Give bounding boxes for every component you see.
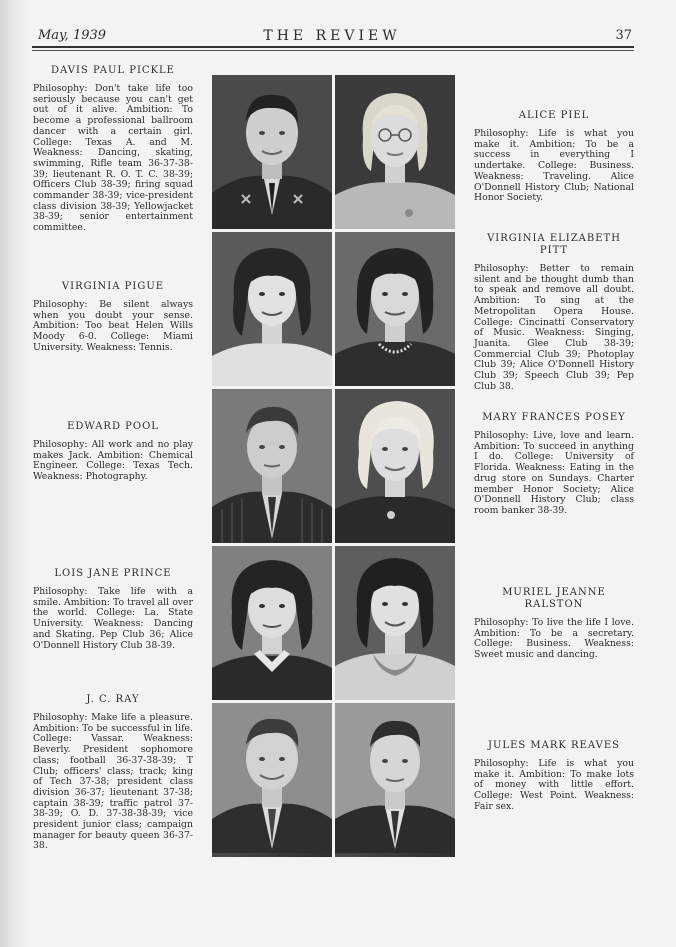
page-header xyxy=(32,28,632,48)
portrait-grid xyxy=(212,75,457,853)
portrait-piel xyxy=(335,75,455,229)
student-entry-posey xyxy=(474,412,634,517)
portrait-reaves xyxy=(335,703,455,857)
student-bio: Philosophy: Life is what you make it. Ambition: To be a success in everything I undertake. College: Business. Weakness: Traveling. Alice O'Donnell History Club; National Honor Society. xyxy=(474,128,634,204)
student-name: VIRGINIA ELIZABETH PITT xyxy=(487,233,621,256)
student-bio: Philosophy: Take life with a smile. Ambition: To travel all over the world. College: La. State University. Weakness: Dancing and Skating. Pep Club 36; Alice O'Donnell History Club 38-39. xyxy=(33,586,193,651)
student-bio: Philosophy: Better to remain silent and be thought dumb than to speak and remove all doubt. Ambition: To sing at the Metropolitan Opera House. College: Cincinatti Conservatory of Music. Weakness: Singing, Juanita. Glee Club 38-39; Commercial Club 39; Photoplay Club 39; Alice O'Donnell History Club 39; Speech Club 39; Pep Club 38. xyxy=(474,263,634,392)
portrait-prince xyxy=(212,546,332,700)
student-name: ALICE PIEL xyxy=(518,110,590,121)
student-entry-reaves xyxy=(474,740,634,813)
portrait-ray xyxy=(212,703,332,857)
student-bio: Philosophy: To live the life I love. Ambition: To be a secretary. College: Business. Weakness: Sweet music and dancing. xyxy=(474,617,634,661)
student-entry-pool xyxy=(33,421,193,483)
student-entry-ralston xyxy=(474,587,634,661)
student-name: J. C. RAY xyxy=(86,694,140,705)
student-name: DAVIS PAUL PICKLE xyxy=(51,65,175,76)
page-number: 37 xyxy=(615,28,632,43)
portrait-pitt xyxy=(335,232,455,386)
student-bio: Philosophy: Be silent always when you doubt your sense. Ambition: Too beat Helen Wills Moody 6-0. College: Miami University. Weakness: Tennis. xyxy=(33,299,193,353)
student-name: EDWARD POOL xyxy=(67,421,159,432)
student-entry-prince xyxy=(33,568,193,651)
student-name: MURIEL JEANNE RALSTON xyxy=(502,587,606,610)
portrait-ralston xyxy=(335,546,455,700)
student-entry-pigue xyxy=(33,281,193,354)
portrait-pigue xyxy=(212,232,332,386)
student-bio: Philosophy: Make life a pleasure. Ambition: To be successful in life. College: Vassar. Weakness: Beverly. President sophomore class; football 36-37-38-39; T Club; officers' class; track; king of Tech 37-38; president class division 36-37; lieutenant 37-38; captain 38-39; traffic patrol 37-38-39; O. D. 37-38-38-39; vice president junior class; campaign manager for beauty queen 36-37-38. xyxy=(33,712,193,852)
student-entry-pitt xyxy=(474,233,634,392)
header-rule xyxy=(32,46,634,48)
student-entry-pickle xyxy=(33,65,193,234)
student-name: JULES MARK REAVES xyxy=(488,740,620,751)
student-name: MARY FRANCES POSEY xyxy=(482,412,626,423)
student-name: VIRGINIA PIGUE xyxy=(61,281,165,292)
header-date: May, 1939 xyxy=(38,28,107,43)
student-bio: Philosophy: All work and no play makes Jack. Ambition: Chemical Engineer. College: Texas Tech. Weakness: Photography. xyxy=(33,439,193,483)
header-title: THE REVIEW xyxy=(263,28,401,44)
student-entry-piel xyxy=(474,110,634,204)
student-bio: Philosophy: Live, love and learn. Ambition: To succeed in anything I do. College: University of Florida. Weakness: Eating in the drug store on Sundays. Charter member Honor Society; Alice O'Donnell History Club; class room banker 38-39. xyxy=(474,430,634,516)
portrait-posey xyxy=(335,389,455,543)
portrait-pickle xyxy=(212,75,332,229)
portrait-pool xyxy=(212,389,332,543)
header-rule-thin xyxy=(32,50,634,51)
student-name: LOIS JANE PRINCE xyxy=(54,568,172,579)
student-bio: Philosophy: Life is what you make it. Ambition: To make lots of money with little effort. College: West Point. Weakness: Fair sex. xyxy=(474,758,634,812)
student-entry-ray xyxy=(33,694,193,852)
student-bio: Philosophy: Don't take life too seriously because you can't get out of it alive. Ambition: To become a professional ballroom dancer with a certain girl. College: Texas A. and M. Weakness: Dancing, skating, swimming, Rifle team 36-37-38-39; lieutenant R. O. T. C. 38-39; Officers Club 38-39; firing squad commander 38-39; vice-president class division 38-39; Yellowjacket 38-39; senior entertainment committee. xyxy=(33,83,193,234)
